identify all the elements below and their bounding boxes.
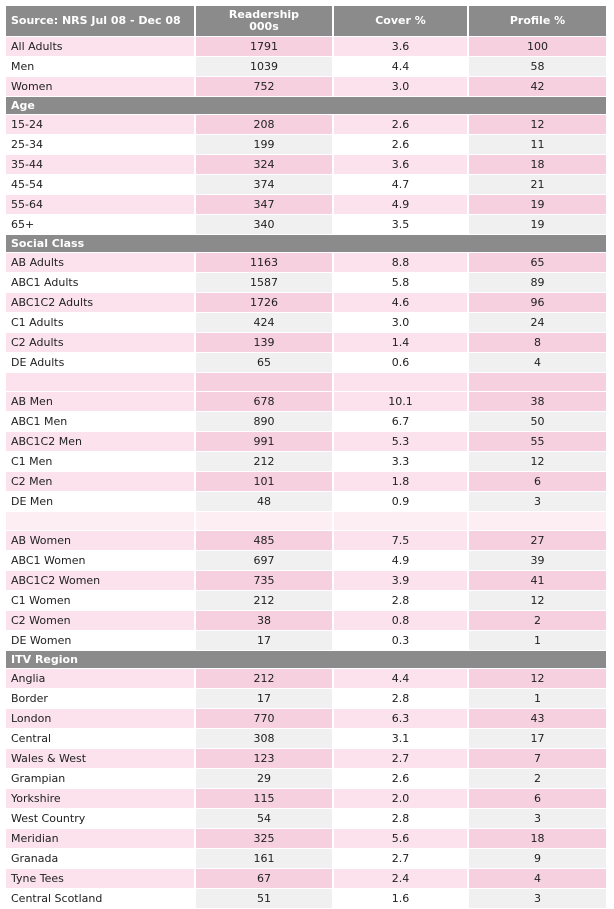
row-label: Border: [6, 689, 196, 709]
profile-cell: 65: [469, 253, 606, 273]
spacer-row: [6, 373, 606, 392]
readership-cell: 212: [196, 669, 334, 689]
cover-cell: 8.8: [334, 253, 469, 273]
section-title: Age: [6, 97, 606, 115]
readership-cell: 324: [196, 155, 334, 175]
cover-header: Cover %: [334, 6, 469, 37]
profile-cell: 39: [469, 551, 606, 571]
cover-cell: 2.7: [334, 849, 469, 869]
readership-table: [6, 6, 606, 909]
table-row: [6, 689, 606, 709]
cover-cell: 6.3: [334, 709, 469, 729]
spacer-cell: [469, 373, 606, 392]
cover-cell: 3.1: [334, 729, 469, 749]
cover-cell: 2.8: [334, 591, 469, 611]
row-label: London: [6, 709, 196, 729]
row-label: C2 Women: [6, 611, 196, 631]
table-row: [6, 669, 606, 689]
table-row: [6, 829, 606, 849]
table-row: [6, 57, 606, 77]
row-label: Granada: [6, 849, 196, 869]
profile-cell: 21: [469, 175, 606, 195]
profile-cell: 24: [469, 313, 606, 333]
spacer-cell: [6, 512, 196, 531]
readership-cell: 51: [196, 889, 334, 909]
profile-cell: 41: [469, 571, 606, 591]
profile-cell: 18: [469, 155, 606, 175]
cover-cell: 4.6: [334, 293, 469, 313]
table-row: [6, 631, 606, 651]
spacer-cell: [196, 512, 334, 531]
readership-cell: 340: [196, 215, 334, 235]
readership-cell: 65: [196, 353, 334, 373]
cover-cell: 1.8: [334, 472, 469, 492]
cover-cell: 0.3: [334, 631, 469, 651]
profile-cell: 96: [469, 293, 606, 313]
table-row: [6, 849, 606, 869]
readership-cell: 29: [196, 769, 334, 789]
table-row: [6, 531, 606, 551]
cover-cell: 3.0: [334, 77, 469, 97]
cover-cell: 0.9: [334, 492, 469, 512]
table-row: [6, 333, 606, 353]
readership-cell: 161: [196, 849, 334, 869]
table-body: [6, 37, 606, 909]
spacer-cell: [196, 373, 334, 392]
table-row: [6, 749, 606, 769]
readership-cell: 208: [196, 115, 334, 135]
profile-cell: 19: [469, 215, 606, 235]
table-row: [6, 392, 606, 412]
table-row: [6, 353, 606, 373]
table-row: [6, 412, 606, 432]
readership-cell: 770: [196, 709, 334, 729]
cover-cell: 4.7: [334, 175, 469, 195]
spacer-cell: [6, 373, 196, 392]
readership-cell: 325: [196, 829, 334, 849]
cover-cell: 2.6: [334, 769, 469, 789]
header-row: [6, 6, 606, 37]
readership-cell: 212: [196, 591, 334, 611]
table-header: [6, 6, 606, 37]
row-label: 55-64: [6, 195, 196, 215]
readership-cell: 374: [196, 175, 334, 195]
row-label: ABC1 Women: [6, 551, 196, 571]
readership-cell: 424: [196, 313, 334, 333]
row-label: AB Adults: [6, 253, 196, 273]
row-label: Yorkshire: [6, 789, 196, 809]
readership-table-container: [6, 6, 606, 909]
cover-cell: 5.3: [334, 432, 469, 452]
cover-cell: 1.4: [334, 333, 469, 353]
cover-cell: 2.6: [334, 135, 469, 155]
readership-header-line2: 000s: [249, 20, 279, 33]
section-header-row: [6, 235, 606, 253]
table-row: [6, 195, 606, 215]
table-row: [6, 155, 606, 175]
profile-cell: 43: [469, 709, 606, 729]
readership-cell: 735: [196, 571, 334, 591]
profile-cell: 2: [469, 611, 606, 631]
profile-cell: 50: [469, 412, 606, 432]
row-label: C1 Adults: [6, 313, 196, 333]
profile-header: Profile %: [469, 6, 606, 37]
table-row: [6, 37, 606, 57]
profile-cell: 42: [469, 77, 606, 97]
table-row: [6, 551, 606, 571]
row-label: Central Scotland: [6, 889, 196, 909]
readership-cell: 1726: [196, 293, 334, 313]
profile-cell: 100: [469, 37, 606, 57]
row-label: Grampian: [6, 769, 196, 789]
readership-cell: 115: [196, 789, 334, 809]
readership-cell: 308: [196, 729, 334, 749]
row-label: Women: [6, 77, 196, 97]
profile-cell: 12: [469, 669, 606, 689]
profile-cell: 8: [469, 333, 606, 353]
table-row: [6, 611, 606, 631]
cover-cell: 0.8: [334, 611, 469, 631]
spacer-row: [6, 512, 606, 531]
table-row: [6, 313, 606, 333]
row-label: 15-24: [6, 115, 196, 135]
profile-cell: 6: [469, 789, 606, 809]
table-row: [6, 115, 606, 135]
row-label: AB Men: [6, 392, 196, 412]
readership-cell: 697: [196, 551, 334, 571]
cover-cell: 2.4: [334, 869, 469, 889]
readership-cell: 1791: [196, 37, 334, 57]
table-row: [6, 591, 606, 611]
cover-cell: 4.9: [334, 195, 469, 215]
row-label: All Adults: [6, 37, 196, 57]
readership-cell: 139: [196, 333, 334, 353]
row-label: Meridian: [6, 829, 196, 849]
readership-cell: 485: [196, 531, 334, 551]
profile-cell: 3: [469, 809, 606, 829]
profile-cell: 58: [469, 57, 606, 77]
table-row: [6, 889, 606, 909]
table-row: [6, 253, 606, 273]
readership-cell: 48: [196, 492, 334, 512]
readership-cell: 212: [196, 452, 334, 472]
row-label: DE Men: [6, 492, 196, 512]
table-row: [6, 273, 606, 293]
profile-cell: 7: [469, 749, 606, 769]
row-label: C1 Men: [6, 452, 196, 472]
row-label: Tyne Tees: [6, 869, 196, 889]
table-row: [6, 472, 606, 492]
section-header-row: [6, 651, 606, 669]
readership-cell: 1587: [196, 273, 334, 293]
spacer-cell: [469, 512, 606, 531]
readership-cell: 347: [196, 195, 334, 215]
spacer-cell: [334, 512, 469, 531]
profile-cell: 9: [469, 849, 606, 869]
row-label: ABC1 Men: [6, 412, 196, 432]
profile-cell: 11: [469, 135, 606, 155]
profile-cell: 2: [469, 769, 606, 789]
cover-cell: 2.6: [334, 115, 469, 135]
source-header: Source: NRS Jul 08 - Dec 08: [6, 6, 196, 37]
table-row: [6, 293, 606, 313]
row-label: ABC1C2 Adults: [6, 293, 196, 313]
cover-cell: 3.9: [334, 571, 469, 591]
table-row: [6, 809, 606, 829]
readership-cell: 17: [196, 631, 334, 651]
table-row: [6, 492, 606, 512]
cover-cell: 2.0: [334, 789, 469, 809]
row-label: Anglia: [6, 669, 196, 689]
profile-cell: 12: [469, 591, 606, 611]
row-label: ABC1 Adults: [6, 273, 196, 293]
readership-header: [196, 6, 334, 37]
cover-cell: 3.6: [334, 155, 469, 175]
readership-cell: 54: [196, 809, 334, 829]
spacer-cell: [334, 373, 469, 392]
readership-cell: 67: [196, 869, 334, 889]
cover-cell: 5.6: [334, 829, 469, 849]
cover-cell: 4.4: [334, 669, 469, 689]
section-header-row: [6, 97, 606, 115]
row-label: 45-54: [6, 175, 196, 195]
cover-cell: 3.3: [334, 452, 469, 472]
row-label: AB Women: [6, 531, 196, 551]
cover-cell: 2.7: [334, 749, 469, 769]
section-title: ITV Region: [6, 651, 606, 669]
table-row: [6, 769, 606, 789]
readership-cell: 1039: [196, 57, 334, 77]
profile-cell: 12: [469, 452, 606, 472]
row-label: Men: [6, 57, 196, 77]
profile-cell: 12: [469, 115, 606, 135]
profile-cell: 3: [469, 492, 606, 512]
profile-cell: 1: [469, 631, 606, 651]
readership-cell: 38: [196, 611, 334, 631]
table-row: [6, 432, 606, 452]
row-label: C2 Adults: [6, 333, 196, 353]
profile-cell: 89: [469, 273, 606, 293]
cover-cell: 3.6: [334, 37, 469, 57]
row-label: 65+: [6, 215, 196, 235]
cover-cell: 4.4: [334, 57, 469, 77]
profile-cell: 18: [469, 829, 606, 849]
cover-cell: 1.6: [334, 889, 469, 909]
cover-cell: 2.8: [334, 809, 469, 829]
cover-cell: 3.0: [334, 313, 469, 333]
cover-cell: 4.9: [334, 551, 469, 571]
cover-cell: 7.5: [334, 531, 469, 551]
cover-cell: 3.5: [334, 215, 469, 235]
row-label: ABC1C2 Men: [6, 432, 196, 452]
readership-cell: 123: [196, 749, 334, 769]
readership-header-line1: Readership: [228, 8, 300, 21]
cover-cell: 10.1: [334, 392, 469, 412]
readership-cell: 1163: [196, 253, 334, 273]
profile-cell: 55: [469, 432, 606, 452]
table-row: [6, 452, 606, 472]
readership-cell: 991: [196, 432, 334, 452]
profile-cell: 6: [469, 472, 606, 492]
row-label: DE Women: [6, 631, 196, 651]
row-label: Central: [6, 729, 196, 749]
readership-cell: 890: [196, 412, 334, 432]
table-row: [6, 135, 606, 155]
row-label: C2 Men: [6, 472, 196, 492]
table-row: [6, 571, 606, 591]
table-row: [6, 729, 606, 749]
profile-cell: 4: [469, 869, 606, 889]
row-label: ABC1C2 Women: [6, 571, 196, 591]
profile-cell: 19: [469, 195, 606, 215]
table-row: [6, 709, 606, 729]
table-row: [6, 215, 606, 235]
row-label: DE Adults: [6, 353, 196, 373]
table-row: [6, 789, 606, 809]
profile-cell: 1: [469, 689, 606, 709]
table-row: [6, 869, 606, 889]
cover-cell: 6.7: [334, 412, 469, 432]
section-title: Social Class: [6, 235, 606, 253]
table-row: [6, 77, 606, 97]
readership-cell: 199: [196, 135, 334, 155]
readership-cell: 17: [196, 689, 334, 709]
profile-cell: 38: [469, 392, 606, 412]
cover-cell: 5.8: [334, 273, 469, 293]
profile-cell: 17: [469, 729, 606, 749]
table-row: [6, 175, 606, 195]
row-label: West Country: [6, 809, 196, 829]
profile-cell: 3: [469, 889, 606, 909]
readership-cell: 752: [196, 77, 334, 97]
profile-cell: 27: [469, 531, 606, 551]
readership-cell: 678: [196, 392, 334, 412]
row-label: 25-34: [6, 135, 196, 155]
row-label: 35-44: [6, 155, 196, 175]
row-label: C1 Women: [6, 591, 196, 611]
cover-cell: 2.8: [334, 689, 469, 709]
readership-cell: 101: [196, 472, 334, 492]
row-label: Wales & West: [6, 749, 196, 769]
profile-cell: 4: [469, 353, 606, 373]
cover-cell: 0.6: [334, 353, 469, 373]
